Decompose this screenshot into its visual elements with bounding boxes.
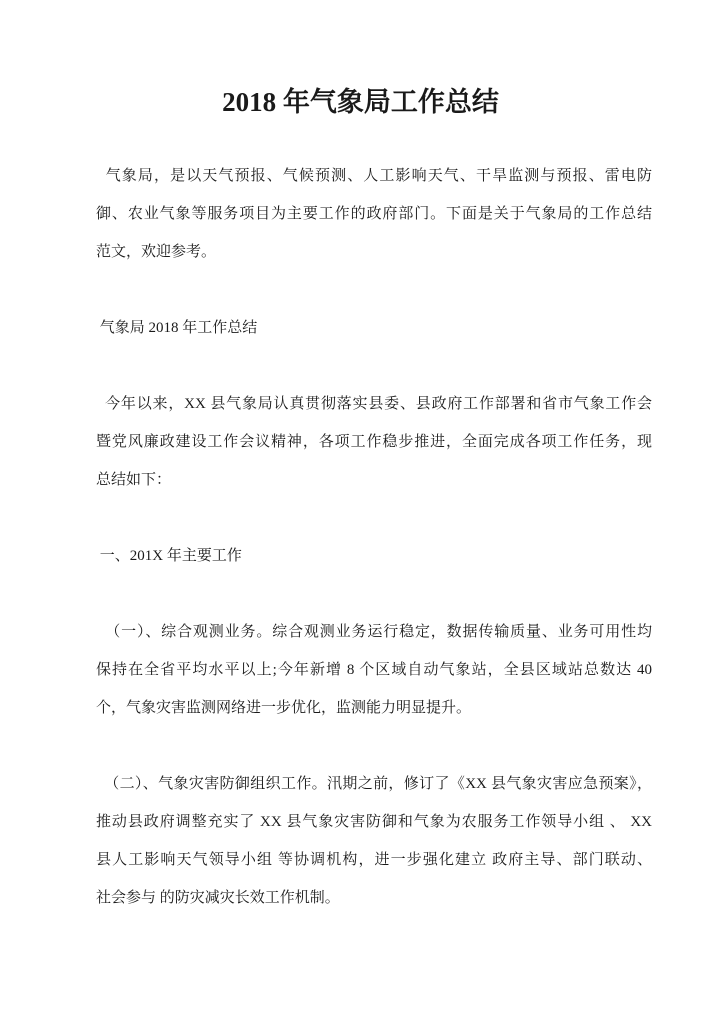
body-paragraph [96,157,652,271]
text-line: （二）、气象灾害防御组织工作。汛期之前，修订了《XX 县气象灾害应急预案》， [96,776,652,792]
text-line: 一、201X 年主要工作 [96,548,242,564]
text-line: 县人工影响天气领导小组 等协调机构，进一步强化建立 政府主导、部门联动、 [96,852,652,868]
section-heading [96,537,652,575]
text-line: 范文，欢迎参考。 [96,244,217,260]
text-line: 气象局，是以天气预报、气候预测、人工影响天气、干旱监测与预报、雷电防 [96,168,652,184]
text-line: 今年以来，XX 县气象局认真贯彻落实县委、县政府工作部署和省市气象工作会 [96,396,652,412]
text-line: 御、农业气象等服务项目为主要工作的政府部门。下面是关于气象局的工作总结 [96,206,652,222]
section-heading [96,309,652,347]
text-line: 保持在全省平均水平以上;今年新增 8 个区域自动气象站，全县区域站总数达 40 [96,662,652,678]
body-paragraph [96,613,652,727]
text-line: 总结如下： [96,472,172,488]
text-line: 社会参与 的防灾减灾长效工作机制。 [96,890,340,906]
text-line: 暨党风廉政建设工作会议精神，各项工作稳步推进，全面完成各项工作任务，现 [96,434,652,450]
text-line: 气象局 2018 年工作总结 [96,320,258,336]
text-line: （一）、综合观测业务。综合观测业务运行稳定，数据传输质量、业务可用性均 [96,624,652,640]
text-line: 推动县政府调整充实了 XX 县气象灾害防御和气象为农服务工作领导小组 、 XX [96,814,652,830]
body-paragraph [96,765,652,917]
document-title: 2018 年气象局工作总结 [222,87,499,117]
text-line: 个，气象灾害监测网络进一步优化，监测能力明显提升。 [96,700,472,716]
body-paragraph [96,385,652,499]
document-body [96,124,652,917]
